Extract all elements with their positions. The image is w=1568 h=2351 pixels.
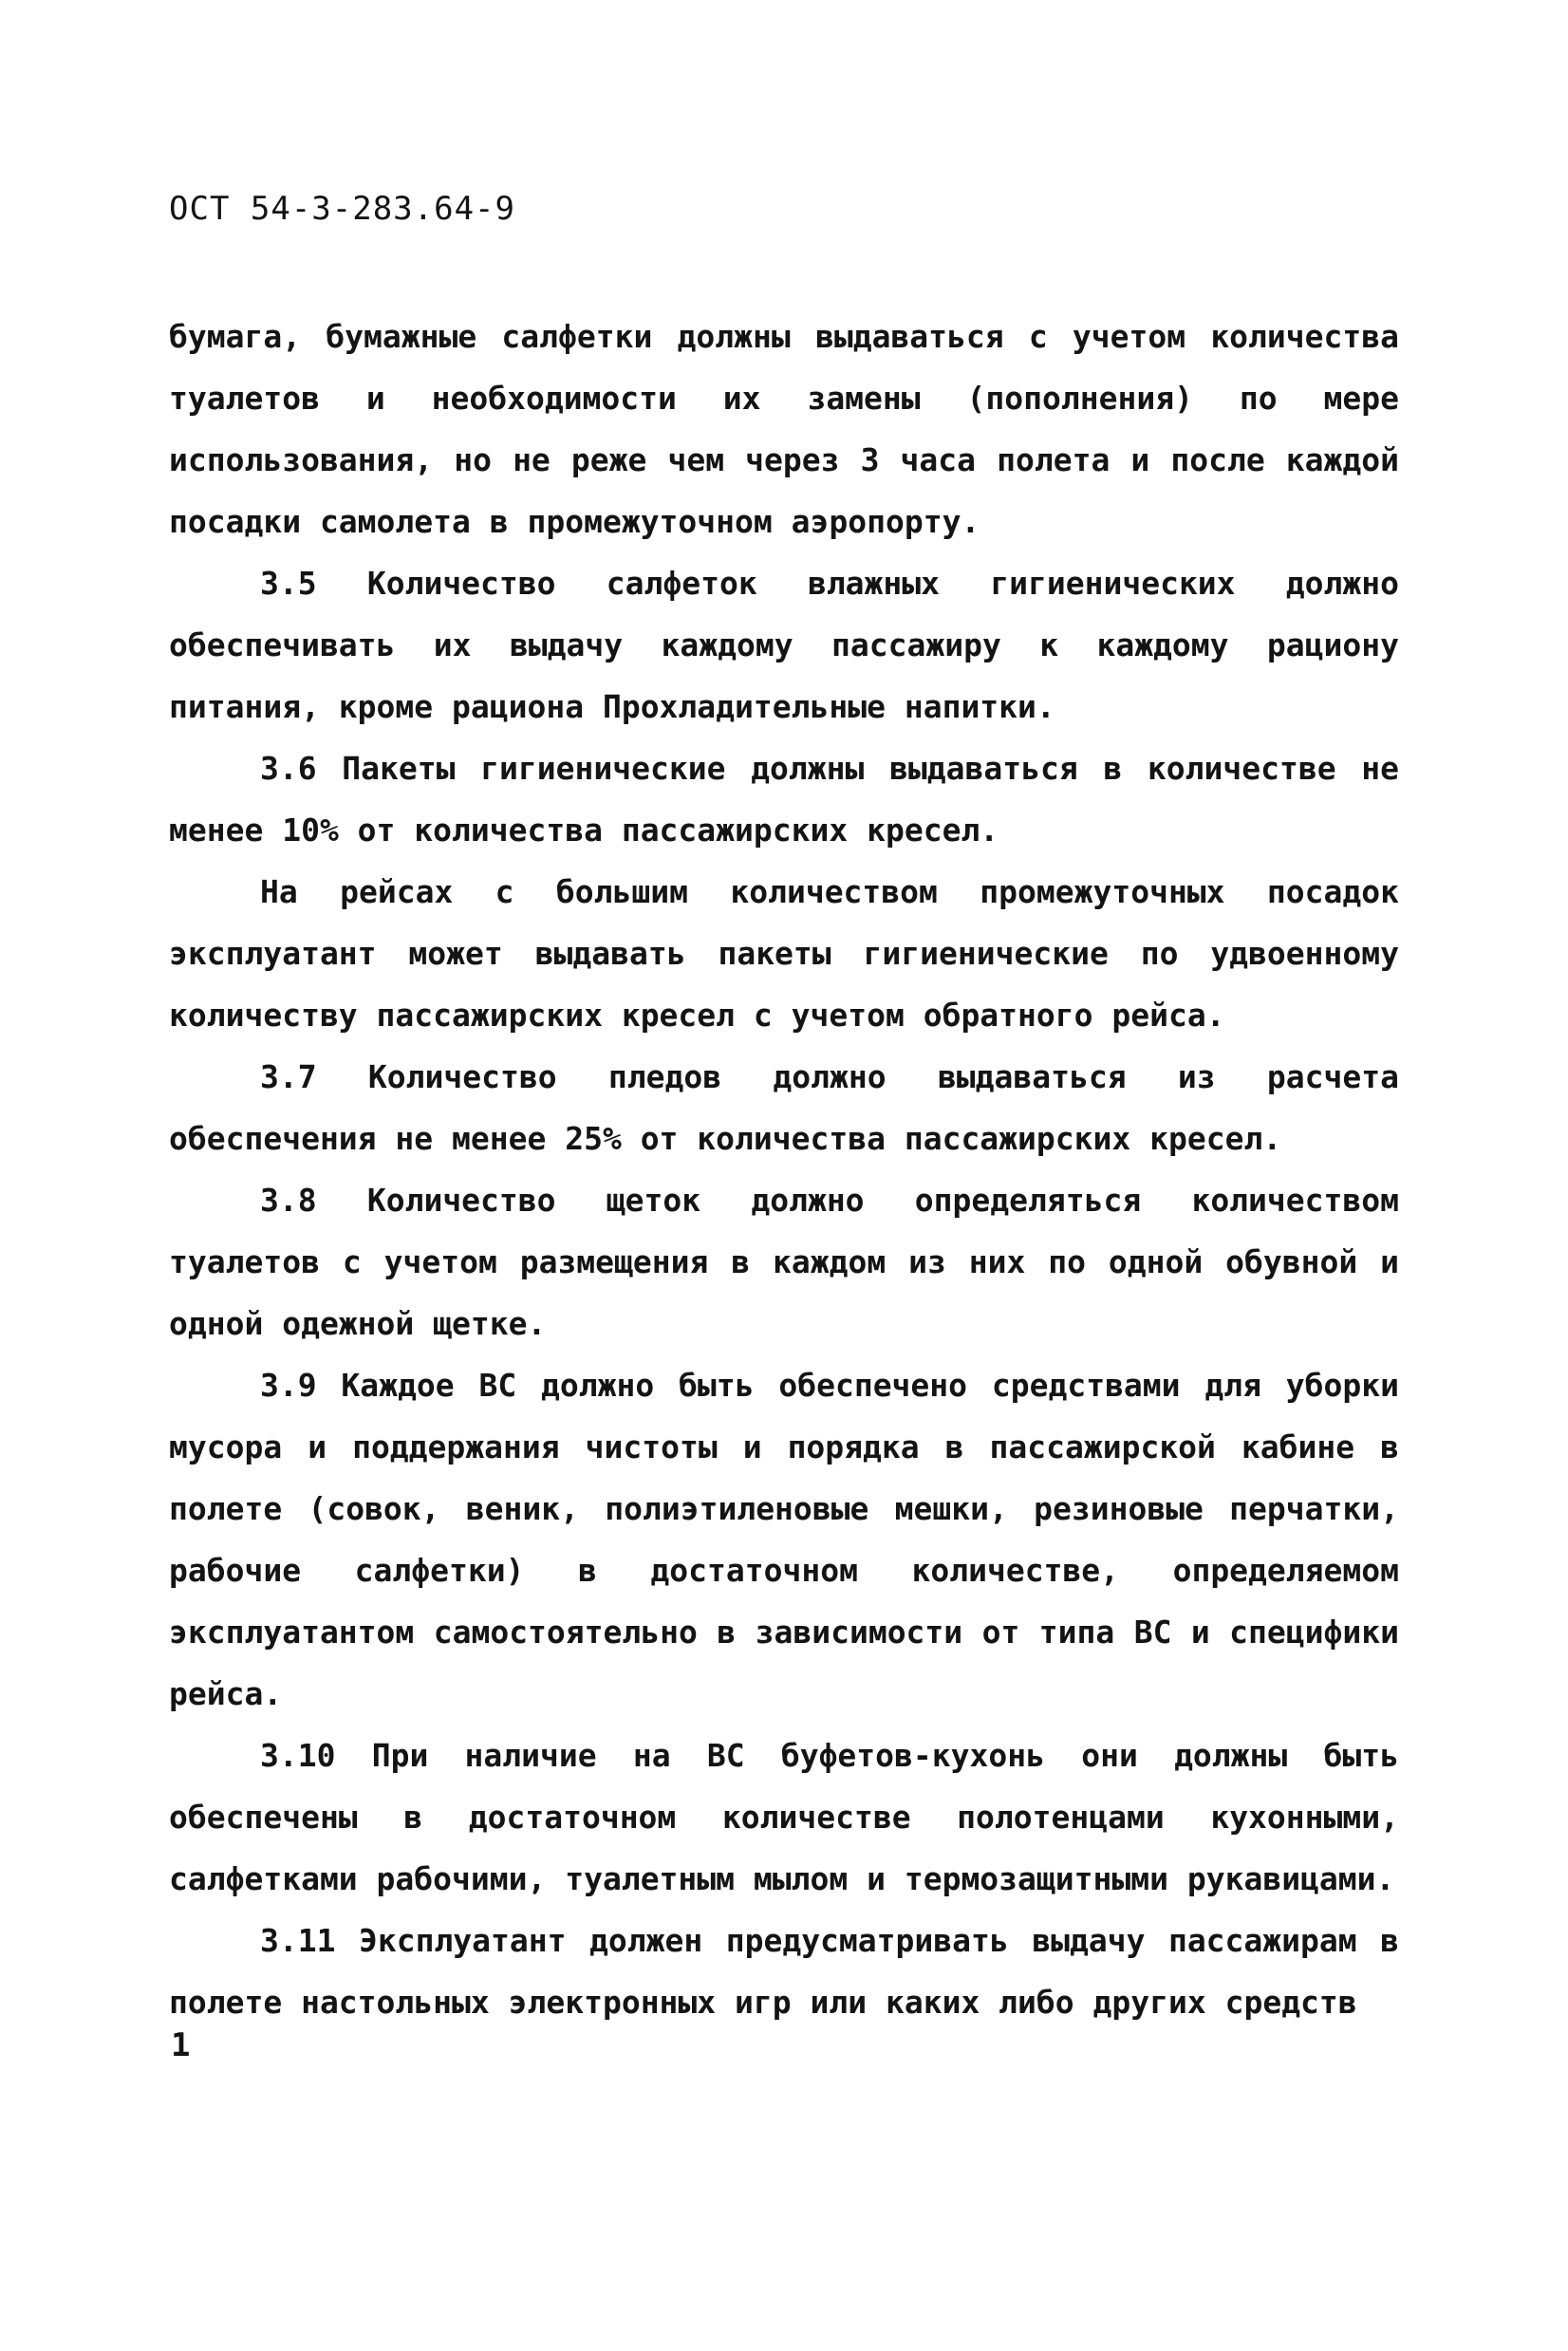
paragraph-3-6: 3.6 Пакеты гигиенические должны выдаваться в количестве не менее 10% от количества пассажирских кресел. bbox=[169, 750, 1399, 849]
paragraph-3-7: 3.7 Количество пледов должно выдаваться из расчета обеспечения не менее 25% от количества пассажирских кресел. bbox=[169, 1058, 1399, 1157]
paragraph-3-5: 3.5 Количество салфеток влажных гигиенических должно обеспечивать их выдачу каждому пассажиру к каждому рациону питания, кроме рациона Прохладительные напитки. bbox=[169, 565, 1399, 725]
paragraph-3-10: 3.10 При наличие на ВС буфетов-кухонь они должны быть обеспечены в достаточном количестве полотенцами кухонными, салфетками рабочими, туалетным мылом и термозащитными рукавицами. bbox=[169, 1737, 1399, 1897]
paragraph-3-11: 3.11 Эксплуатант должен предусматривать выдачу пассажирам в полете настольных электронных игр или каких либо других средств bbox=[169, 1922, 1399, 2021]
paragraph-continuation: бумага, бумажные салфетки должны выдаваться с учетом количества туалетов и необходимости их замены (пополнения) по мере использования, но не реже чем через 3 часа полета и после каждой посадки самолета в промежуточном аэропорту. bbox=[169, 318, 1399, 540]
document-code-header: ОСТ 54-3-283.64-9 bbox=[169, 190, 515, 228]
paragraph-3-8: 3.8 Количество щеток должно определяться количеством туалетов с учетом размещения в каждом из них по одной обувной и одной одежной щетке. bbox=[169, 1182, 1399, 1342]
document-body bbox=[169, 306, 1399, 2033]
page-number: 1 bbox=[171, 2026, 191, 2064]
paragraph-3-9: 3.9 Каждое ВС должно быть обеспечено средствами для уборки мусора и поддержания чистоты и порядка в пассажирской кабине в полете (совок, веник, полиэтиленовые мешки, резиновые перчатки, рабочие салфетки) в достаточном количестве, определяемом эксплуатантом самостоятельно в зависимости от типа ВС и специфики рейса. bbox=[169, 1367, 1399, 1712]
paragraph-3-6-note: На рейсах с большим количеством промежуточных посадок эксплуатант может выдавать пакеты гигиенические по удвоенному количеству пассажирских кресел с учетом обратного рейса. bbox=[169, 873, 1399, 1034]
